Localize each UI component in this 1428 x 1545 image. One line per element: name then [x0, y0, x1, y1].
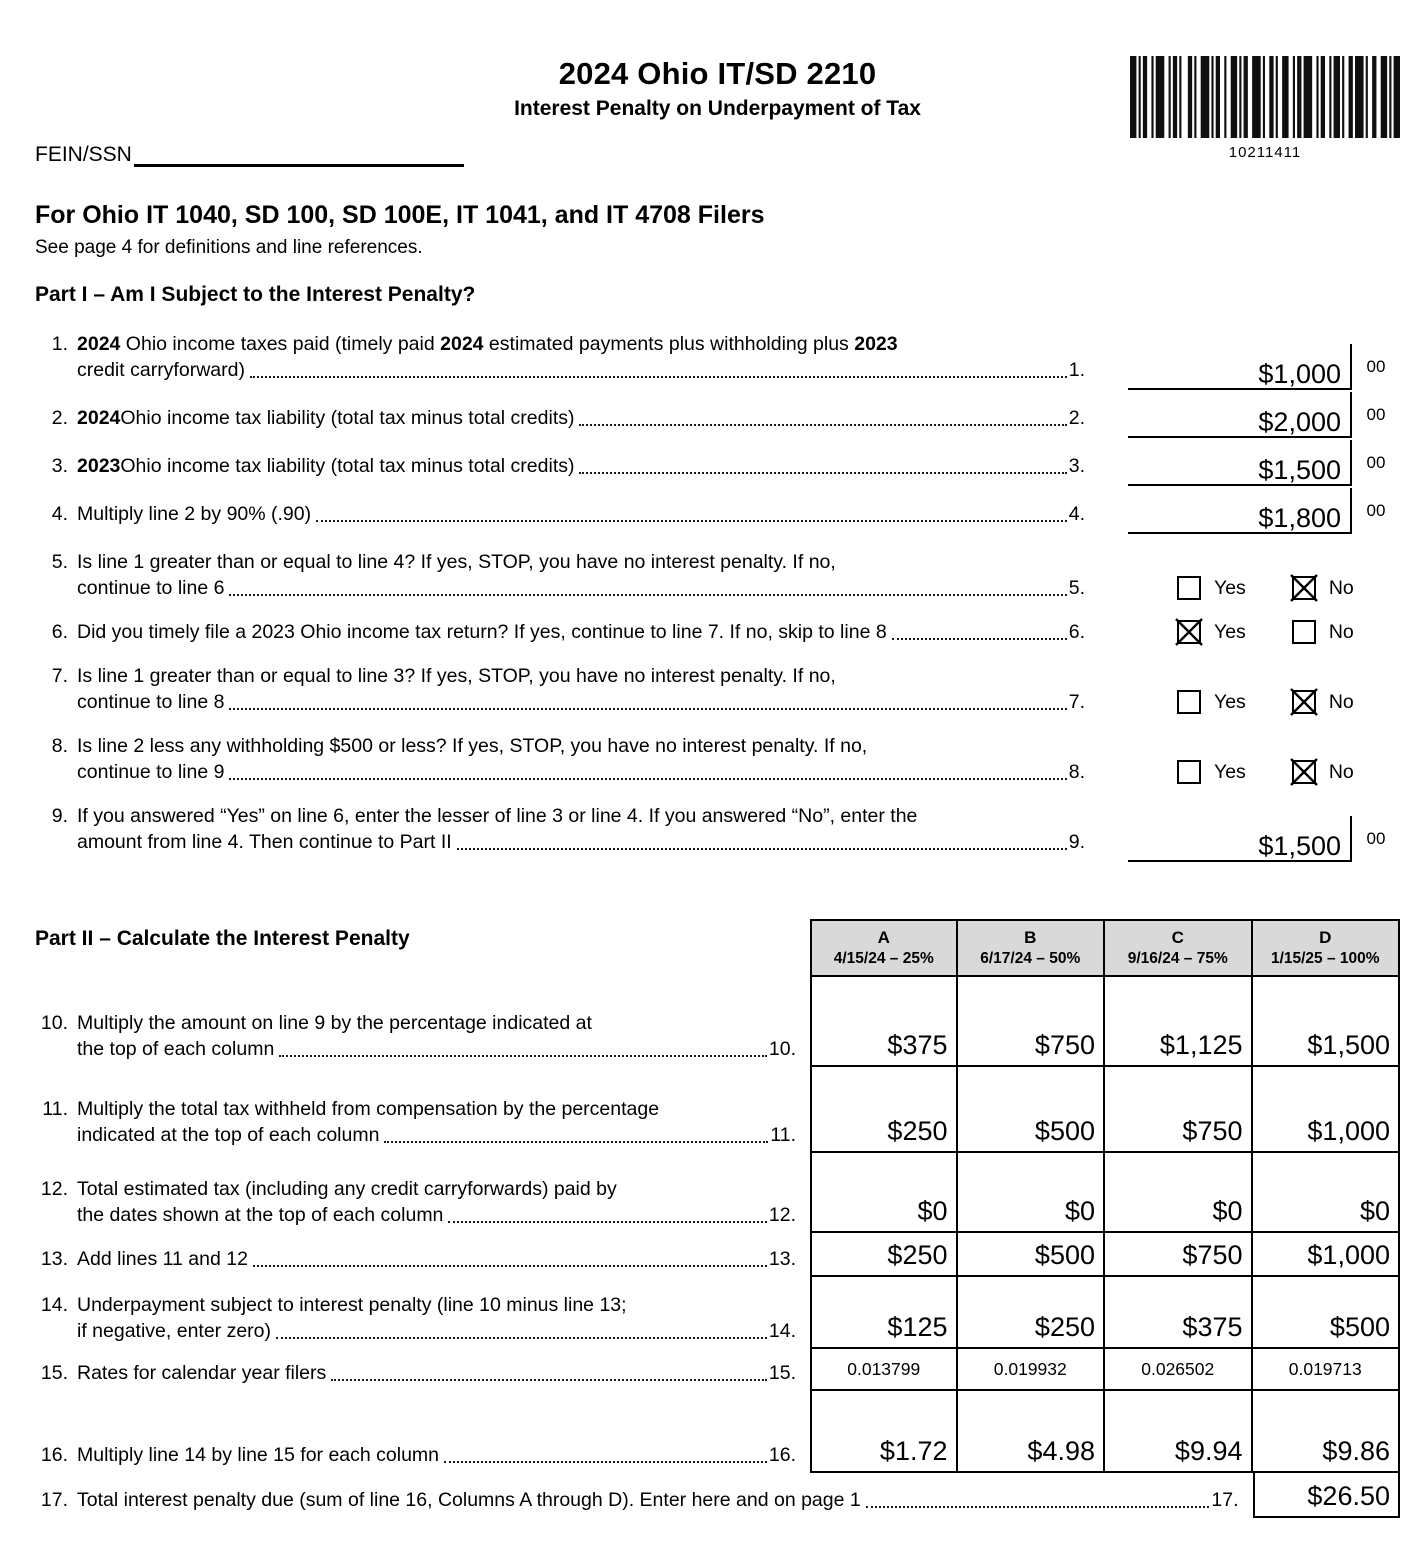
part1-line5-text: Is line 1 greater than or equal to line 4? If yes, STOP, you have no interest penalty. If no, [77, 551, 836, 573]
line13-colA-cell[interactable] [810, 1233, 958, 1277]
part2-line10-number: 10. [40, 1012, 68, 1034]
part1-lines [35, 331, 1400, 861]
part1-line6-text: Did you timely file a 2023 Ohio income tax return? If yes, continue to line 7. If no, skip to line 8 6. [77, 621, 1085, 643]
part2-line15 [35, 1360, 796, 1386]
part1-line2-number: 2. [51, 407, 68, 429]
part1-line1-text: credit carryforward) 1. [77, 359, 1085, 381]
part1-line6 [35, 619, 1085, 645]
line6-no-label: No [1328, 621, 1354, 643]
line8-yes-label: Yes [1214, 761, 1246, 783]
part2-line14-text: Underpayment subject to interest penalty (line 10 minus line 13; [77, 1294, 627, 1316]
part2-line10 [35, 1010, 796, 1062]
line14-colA-value: $125 [887, 1312, 948, 1342]
line7-yesno-group [1100, 689, 1400, 715]
part2-line16-ref: 16. [768, 1444, 796, 1466]
line15-colB-value: 0.019932 [993, 1358, 1067, 1379]
part1-line3 [35, 453, 1400, 485]
line11-colB-cell[interactable] [958, 1067, 1106, 1153]
line15-colC-cell[interactable] [1105, 1349, 1253, 1391]
dotted-leader [253, 1265, 767, 1267]
line16-colB-value: $4.98 [1027, 1436, 1095, 1466]
part2-line14-text: if negative, enter zero) 14. [77, 1320, 796, 1342]
part1-line8-text: Is line 2 less any withholding $500 or less? If yes, STOP, you have no interest penalty. If no, [77, 735, 868, 757]
line3-amount-value: $1,500 [1128, 440, 1350, 486]
line15-colB-cell[interactable] [958, 1349, 1106, 1391]
line12-colC-cell[interactable] [1105, 1153, 1253, 1233]
part2-line14 [35, 1292, 796, 1344]
part2-line10-text: Multiply the amount on line 9 by the percentage indicated at [77, 1012, 592, 1034]
part2-line13-text: Add lines 11 and 12 13. [77, 1248, 796, 1270]
line4-cents-value: 00 [1350, 488, 1400, 534]
line1-amount-value: $1,000 [1128, 344, 1350, 390]
line11-colA-cell[interactable] [810, 1067, 958, 1153]
line16-colD-value: $9.86 [1322, 1436, 1390, 1466]
line11-colC-cell[interactable] [1105, 1067, 1253, 1153]
dotted-leader [276, 1337, 767, 1339]
line15-colA-cell[interactable] [810, 1349, 958, 1391]
part2-line12 [35, 1176, 796, 1228]
dotted-leader [448, 1221, 766, 1223]
part2-line11-text: Multiply the total tax withheld from compensation by the percentage [77, 1098, 660, 1120]
part2-line13 [35, 1246, 796, 1272]
line8-no-label: No [1328, 761, 1354, 783]
line10-colC-value: $1,125 [1159, 1030, 1243, 1060]
part1-line3-text: 2023 Ohio income tax liability (total tax minus total credits) 3. [77, 455, 1085, 477]
part2-line16-number: 16. [40, 1444, 68, 1466]
line4-amount-value: $1,800 [1128, 488, 1350, 534]
part2-column-A-header [810, 919, 958, 977]
line10-colB-value: $750 [1034, 1030, 1095, 1060]
part2-line16-text: Multiply line 14 by line 15 for each column 16. [77, 1444, 796, 1466]
part2-line13-ref: 13. [768, 1248, 796, 1270]
part2-line15-text: Rates for calendar year filers 15. [77, 1362, 796, 1384]
part1-line7 [35, 663, 1400, 715]
line15-colD-value: 0.019713 [1288, 1358, 1362, 1379]
line3-cents-value: 00 [1350, 440, 1400, 486]
dotted-leader [250, 376, 1067, 378]
x-mark-icon [1294, 578, 1314, 598]
part1-line3-number: 3. [51, 455, 68, 477]
part1-line7 [35, 663, 1085, 715]
column-date-percent: 9/16/24 – 75% [1127, 950, 1228, 967]
part1-line4 [35, 501, 1085, 527]
line2-amount-value: $2,000 [1128, 392, 1350, 438]
part1-line8-number: 8. [51, 735, 68, 757]
part2-line12-number: 12. [40, 1178, 68, 1200]
line13-colB-value: $500 [1034, 1240, 1095, 1270]
line6-no-checkbox[interactable] [1292, 620, 1316, 644]
line17-colD-cell[interactable] [1253, 1473, 1401, 1518]
line1-amount-field[interactable] [1128, 344, 1400, 390]
dotted-leader [579, 424, 1066, 426]
part1-line9-ref: 9. [1068, 831, 1085, 853]
part1-line1 [35, 331, 1400, 389]
column-letter: A [877, 928, 890, 947]
line16-colA-cell[interactable] [810, 1391, 958, 1473]
column-date-percent: 1/15/25 – 100% [1270, 950, 1380, 967]
line12-colA-value: $0 [917, 1196, 948, 1226]
part1-line1-text: 2024 Ohio income taxes paid (timely paid 2024 estimated payments plus withholding plus 2023 [77, 333, 898, 355]
dotted-leader [229, 708, 1066, 710]
line10-colC-cell[interactable] [1105, 977, 1253, 1067]
part2-line15-number: 15. [40, 1362, 68, 1384]
line6-yes-label: Yes [1214, 621, 1246, 643]
line5-yes-checkbox[interactable] [1177, 576, 1201, 600]
line11-colA-value: $250 [887, 1116, 948, 1146]
line2-amount-field[interactable] [1128, 392, 1400, 438]
part1-line4-ref: 4. [1068, 503, 1085, 525]
dotted-leader [457, 848, 1067, 850]
part1-line2 [35, 405, 1400, 437]
line12-colB-cell[interactable] [958, 1153, 1106, 1233]
filers-heading: For Ohio IT 1040, SD 100, SD 100E, IT 1041, and IT 4708 Filers [35, 201, 765, 229]
part2-line17-text: Total interest penalty due (sum of line 16, Columns A through D). Enter here and on page 1 17. [77, 1489, 1239, 1511]
line1-cents-value: 00 [1350, 344, 1400, 390]
line14-colD-cell[interactable] [1253, 1277, 1401, 1349]
part1-line5 [35, 549, 1400, 601]
fein-ssn-input[interactable] [134, 147, 464, 167]
part1-line7-text: Is line 1 greater than or equal to line 3? If yes, STOP, you have no interest penalty. If no, [77, 665, 836, 687]
line7-yes-checkbox[interactable] [1177, 690, 1201, 714]
part2-line15-label [35, 1349, 810, 1391]
part2-line12-text: the dates shown at the top of each column 12. [77, 1204, 796, 1226]
part1-line1-ref: 1. [1068, 359, 1085, 381]
line11-colD-value: $1,000 [1307, 1116, 1390, 1146]
column-date-percent: 4/15/24 – 25% [833, 950, 934, 967]
line6-yes-checkbox[interactable] [1177, 620, 1201, 644]
part2-heading: Part II – Calculate the Interest Penalty [35, 927, 410, 950]
part1-line5 [35, 549, 1085, 601]
fein-ssn-label: FEIN/SSN [35, 143, 132, 166]
part2-line14-ref: 14. [768, 1320, 796, 1342]
line17-colD-value: $26.50 [1307, 1481, 1390, 1511]
line6-yesno-group [1100, 619, 1400, 645]
line11-colB-value: $500 [1034, 1116, 1095, 1146]
dotted-leader [279, 1055, 767, 1057]
part2-line13-label [35, 1233, 810, 1277]
part2-line11-text: indicated at the top of each column 11. [77, 1124, 796, 1146]
part2-line14-label [35, 1277, 810, 1349]
line5-yes-label: Yes [1214, 577, 1246, 599]
line15-colA-value: 0.013799 [847, 1358, 921, 1379]
dotted-leader [444, 1461, 767, 1463]
part1-line7-number: 7. [51, 665, 68, 687]
line11-colD-cell[interactable] [1253, 1067, 1401, 1153]
part1-line8-text: continue to line 9 8. [77, 761, 1085, 783]
line16-colA-value: $1.72 [879, 1436, 948, 1466]
dotted-leader [384, 1141, 768, 1143]
part1-line9-text: If you answered “Yes” on line 6, enter the lesser of line 3 or line 4. If you answered “No”, enter the [77, 805, 918, 827]
line16-colC-cell[interactable] [1105, 1391, 1253, 1473]
form-subtitle: Interest Penalty on Underpayment of Tax [514, 97, 921, 120]
line5-no-label: No [1328, 577, 1354, 599]
x-mark-icon [1294, 762, 1314, 782]
dotted-leader [892, 638, 1067, 640]
line10-colD-cell[interactable] [1253, 977, 1401, 1067]
line10-colB-cell[interactable] [958, 977, 1106, 1067]
part2-line12-ref: 12. [768, 1204, 796, 1226]
line7-no-checkbox[interactable] [1292, 690, 1316, 714]
part2-section [35, 919, 1400, 1518]
line8-no-checkbox[interactable] [1292, 760, 1316, 784]
line12-colB-value: $0 [1064, 1196, 1095, 1226]
line4-amount-field[interactable] [1128, 488, 1400, 534]
dotted-leader [331, 1379, 767, 1381]
line15-colC-value: 0.026502 [1141, 1358, 1215, 1379]
line10-colA-cell[interactable] [810, 977, 958, 1067]
line10-colA-value: $375 [887, 1030, 948, 1060]
line12-colD-value: $0 [1359, 1196, 1390, 1226]
part1-line3-ref: 3. [1068, 455, 1085, 477]
line9-cents-value: 00 [1350, 816, 1400, 862]
part1-heading: Part I – Am I Subject to the Interest Penalty? [35, 283, 476, 306]
part1-line9-number: 9. [51, 805, 68, 827]
line16-colC-value: $9.94 [1174, 1436, 1243, 1466]
part1-line1-number: 1. [51, 333, 68, 355]
x-mark-icon [1179, 622, 1199, 642]
barcode-number: 10211411 [1228, 144, 1302, 161]
part1-line2 [35, 405, 1085, 431]
part2-line17 [35, 1487, 1239, 1513]
part1-line7-text: continue to line 8 7. [77, 691, 1085, 713]
part2-line13-number: 13. [40, 1248, 68, 1270]
line9-amount-field[interactable] [1128, 816, 1400, 862]
line16-colD-cell[interactable] [1253, 1391, 1401, 1473]
part1-line1 [35, 331, 1085, 383]
part2-line14-number: 14. [40, 1294, 68, 1316]
column-date-percent: 6/17/24 – 50% [980, 950, 1081, 967]
part2-line10-ref: 10. [768, 1038, 796, 1060]
line16-colB-cell[interactable] [958, 1391, 1106, 1473]
x-mark-icon [1294, 692, 1314, 712]
part1-line2-text: 2024 Ohio income tax liability (total tax minus total credits) 2. [77, 407, 1085, 429]
part1-line9 [35, 803, 1085, 855]
part2-line11-ref: 11. [770, 1124, 796, 1146]
dotted-leader [866, 1506, 1210, 1508]
definitions-note: See page 4 for definitions and line references. [35, 237, 423, 258]
column-letter: D [1319, 928, 1332, 947]
line14-colB-value: $250 [1034, 1312, 1095, 1342]
part2-column-B-header [958, 919, 1106, 977]
part2-line11 [35, 1096, 796, 1148]
line14-colC-cell[interactable] [1105, 1277, 1253, 1349]
dotted-leader [316, 520, 1067, 522]
part2-table [35, 919, 1400, 1518]
part2-line16 [35, 1442, 796, 1468]
part1-line5-number: 5. [51, 551, 68, 573]
part2-line17-number: 17. [40, 1489, 68, 1511]
part1-line5-ref: 5. [1068, 577, 1085, 599]
part1-line4 [35, 501, 1400, 533]
line7-yes-label: Yes [1214, 691, 1246, 713]
column-letter: B [1024, 928, 1037, 947]
part2-column-C-header [1105, 919, 1253, 977]
part1-line3 [35, 453, 1085, 479]
part1-line4-number: 4. [51, 503, 68, 525]
line2-cents-value: 00 [1350, 392, 1400, 438]
part2-line12-label [35, 1153, 810, 1233]
line13-colD-value: $1,000 [1307, 1240, 1390, 1270]
part1-line9 [35, 803, 1400, 861]
part1-line8 [35, 733, 1085, 785]
part1-line9-text: amount from line 4. Then continue to Part II 9. [77, 831, 1085, 853]
part2-line16-label [35, 1391, 810, 1473]
line13-colC-cell[interactable] [1105, 1233, 1253, 1277]
line12-colA-cell[interactable] [810, 1153, 958, 1233]
part2-line11-label [35, 1067, 810, 1153]
line13-colA-value: $250 [887, 1240, 948, 1270]
part1-line7-ref: 7. [1068, 691, 1085, 713]
part1-line8-ref: 8. [1068, 761, 1085, 783]
line10-colD-value: $1,500 [1307, 1030, 1390, 1060]
part1-line4-text: Multiply line 2 by 90% (.90) 4. [77, 503, 1085, 525]
barcode [1130, 56, 1400, 161]
form-title: 2024 Ohio IT/SD 2210 [558, 56, 877, 91]
dotted-leader [579, 472, 1066, 474]
line8-yesno-group [1100, 759, 1400, 785]
part1-line6-number: 6. [51, 621, 68, 643]
line7-no-label: No [1328, 691, 1354, 713]
line14-colD-value: $500 [1329, 1312, 1390, 1342]
part2-line17-label [35, 1473, 1253, 1518]
line13-colB-cell[interactable] [958, 1233, 1106, 1277]
part1-line6 [35, 619, 1400, 645]
line14-colA-cell[interactable] [810, 1277, 958, 1349]
line14-colC-value: $375 [1182, 1312, 1243, 1342]
part1-line8 [35, 733, 1400, 785]
line9-amount-value: $1,500 [1128, 816, 1350, 862]
part1-line5-text: continue to line 6 5. [77, 577, 1085, 599]
part2-line11-number: 11. [42, 1098, 68, 1120]
line12-colD-cell[interactable] [1253, 1153, 1401, 1233]
dotted-leader [229, 778, 1066, 780]
line8-yes-checkbox[interactable] [1177, 760, 1201, 784]
part2-column-D-header [1253, 919, 1401, 977]
dotted-leader [229, 594, 1066, 596]
line14-colB-cell[interactable] [958, 1277, 1106, 1349]
line12-colC-value: $0 [1212, 1196, 1243, 1226]
line13-colC-value: $750 [1182, 1240, 1243, 1270]
line5-yesno-group [1100, 575, 1400, 601]
part2-line10-label [35, 977, 810, 1067]
part2-line12-text: Total estimated tax (including any credit carryforwards) paid by [77, 1178, 617, 1200]
part2-line10-text: the top of each column 10. [77, 1038, 796, 1060]
part2-line15-ref: 15. [768, 1362, 796, 1384]
line5-no-checkbox[interactable] [1292, 576, 1316, 600]
part1-line6-ref: 6. [1068, 621, 1085, 643]
line13-colD-cell[interactable] [1253, 1233, 1401, 1277]
line15-colD-cell[interactable] [1253, 1349, 1401, 1391]
barcode-image [1130, 56, 1400, 138]
part2-line17-ref: 17. [1211, 1489, 1239, 1511]
part1-line2-ref: 2. [1068, 407, 1085, 429]
line11-colC-value: $750 [1182, 1116, 1243, 1146]
line3-amount-field[interactable] [1128, 440, 1400, 486]
column-letter: C [1171, 928, 1184, 947]
